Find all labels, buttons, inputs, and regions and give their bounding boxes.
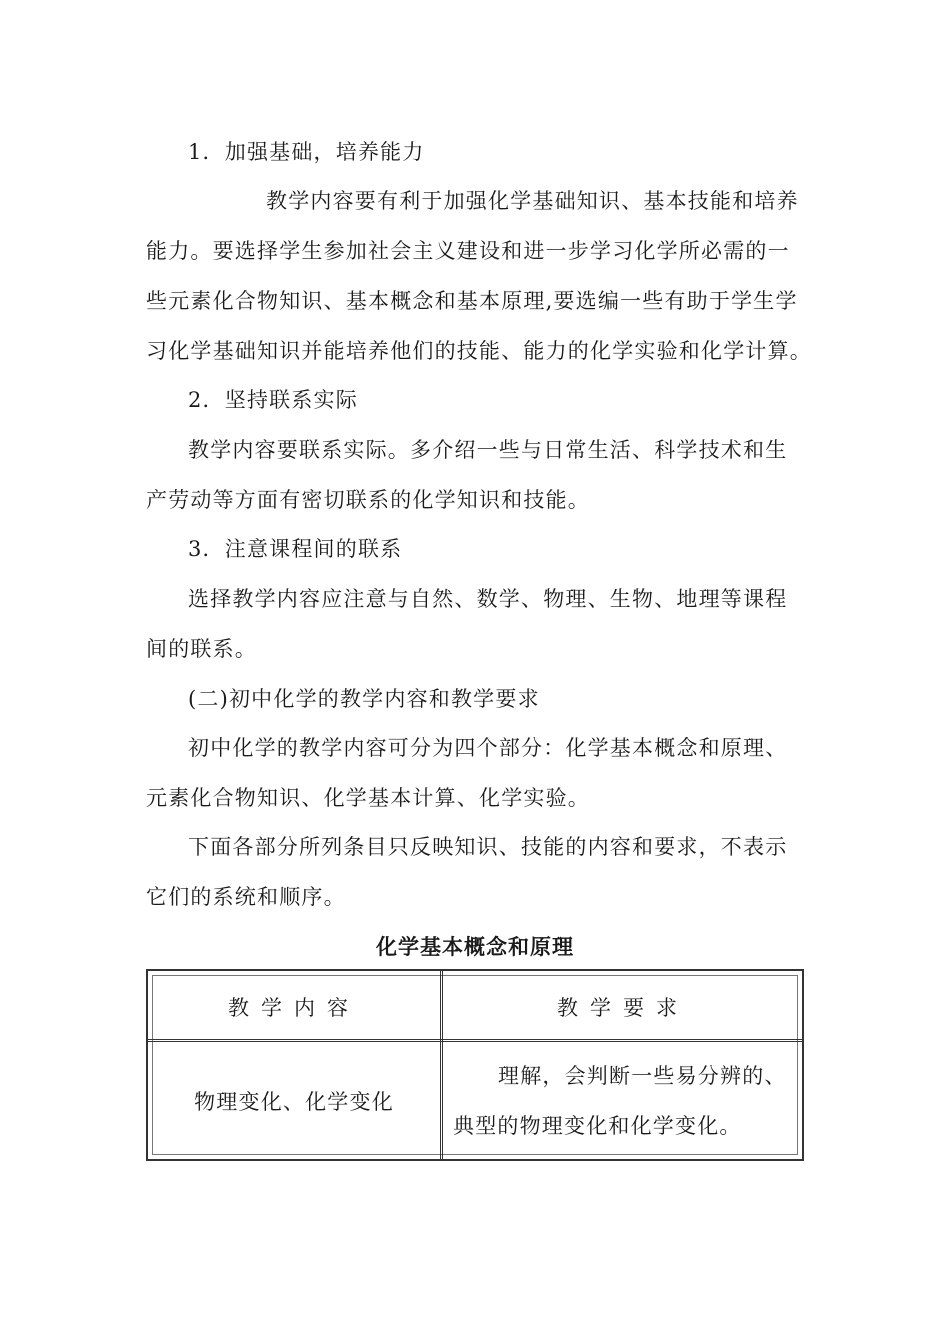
table-rule xyxy=(152,975,798,976)
table-column-divider xyxy=(440,971,443,1159)
paragraph-line: 初中化学的教学内容可分为四个部分：化学基本概念和原理、 xyxy=(188,736,788,760)
table-header-requirement: 教学要求 xyxy=(557,996,689,1020)
table-row-divider xyxy=(148,1039,802,1042)
table-cell-content: 物理变化、化学变化 xyxy=(194,1090,394,1114)
table-cell-requirement-line: 典型的物理变化和化学变化。 xyxy=(453,1114,742,1138)
paragraph-line: 教学内容要有利于加强化学基础知识、基本技能和培养 xyxy=(266,189,799,213)
heading-2: 2．坚持联系实际 xyxy=(188,388,358,412)
paragraph-line: 下面各部分所列条目只反映知识、技能的内容和要求，不表示 xyxy=(188,835,788,859)
table-header-content: 教学内容 xyxy=(228,996,360,1020)
table-caption: 化学基本概念和原理 xyxy=(376,935,574,959)
heading-3: 3．注意课程间的联系 xyxy=(188,537,403,561)
paragraph-line: 选择教学内容应注意与自然、数学、物理、生物、地理等课程 xyxy=(188,587,788,611)
paragraph-line: 元素化合物知识、化学基本计算、化学实验。 xyxy=(146,786,590,810)
table-rule xyxy=(152,1154,798,1155)
paragraph-line: 能力。要选择学生参加社会主义建设和进一步学习化学所必需的一 xyxy=(146,239,790,263)
paragraph-line: 产劳动等方面有密切联系的化学知识和技能。 xyxy=(146,488,590,512)
heading-1: 1．加强基础，培养能力 xyxy=(188,140,425,164)
table-cell-requirement-line: 理解，会判断一些易分辨的、 xyxy=(498,1064,787,1088)
paragraph-line: 间的联系。 xyxy=(146,637,257,661)
paragraph-line: 它们的系统和顺序。 xyxy=(146,885,346,909)
content-table xyxy=(146,969,804,1161)
paragraph-line: 教学内容要联系实际。多介绍一些与日常生活、科学技术和生 xyxy=(188,438,788,462)
paragraph-line: 些元素化合物知识、基本概念和基本原理,要选编一些有助于学生学 xyxy=(146,289,798,313)
heading-4: (二)初中化学的教学内容和教学要求 xyxy=(188,687,540,711)
paragraph-line: 习化学基础知识并能培养他们的技能、能力的化学实验和化学计算。 xyxy=(146,339,812,363)
